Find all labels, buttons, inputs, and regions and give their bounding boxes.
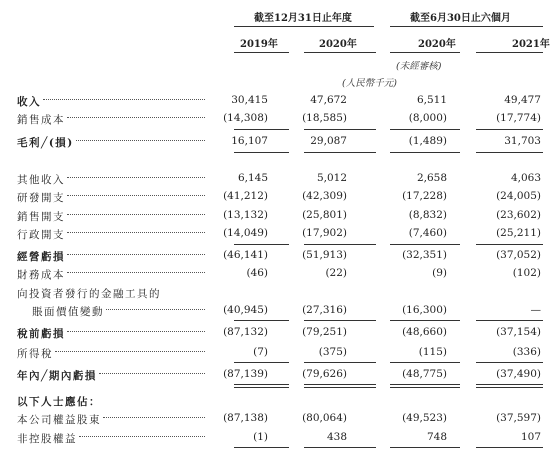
value-2020-period: (48,775) [402,368,447,380]
value-2019: (40,945) [223,304,268,316]
header-underline-2020-period [390,52,460,53]
row-label: 年內╱期內虧損 [17,370,97,382]
header-underline-six-months [390,26,543,27]
value-2021: (336) [512,346,541,358]
leader-dots [43,99,205,100]
value-2019: (1) [253,431,268,443]
value-2020: (22) [325,267,347,279]
table-row [0,226,553,243]
value-2019: (46,141) [223,249,268,261]
row-label: 賬面價值變動 [32,306,104,318]
value-2020-period: (9) [432,267,447,279]
value-2020: (25,801) [302,209,347,221]
leader-dots [67,232,205,233]
value-2021: (37,154) [496,326,541,338]
underline [390,129,460,130]
table-row [0,411,553,428]
value-2021: 49,477 [504,94,541,106]
table-row [0,189,553,206]
value-2020-period: (32,351) [402,249,447,261]
value-2021: 31,703 [504,135,541,147]
leader-dots [67,177,205,178]
value-2021: (25,211) [496,227,541,239]
underline [234,320,289,321]
row-label: 向投資者發行的金融工具的 [17,288,161,300]
underline [476,362,543,363]
underline [304,244,376,245]
value-2020-period: 748 [426,431,447,443]
leader-dots [76,140,205,141]
value-2020: (42,309) [302,190,347,202]
value-2020: (27,316) [302,304,347,316]
header-six-months: 截至6月30日止六個月 [410,13,511,24]
row-label: 以下人士應佔： [17,396,101,408]
underline [304,362,376,363]
underline [304,447,376,448]
table-row [0,393,553,410]
table-row [0,93,553,110]
leader-dots [67,117,205,118]
value-2019: (46) [246,267,268,279]
underline [390,362,460,363]
table-row [0,171,553,188]
value-2019: (41,212) [223,190,268,202]
leader-dots [67,195,205,196]
table-row [0,285,553,302]
underline [476,129,543,130]
value-2020-period: (1,489) [408,135,447,147]
table-row [0,134,553,151]
value-2019: (14,049) [223,227,268,239]
value-2021: — [530,304,541,316]
value-2019: (87,132) [223,326,268,338]
underline [234,447,289,448]
row-label: 其他收入 [17,174,65,186]
row-label: 非控股權益 [17,433,77,445]
leader-dots [67,214,205,215]
table-row [0,208,553,225]
header-period-2021: 2021年 [512,39,550,50]
row-label: 銷售開支 [17,211,65,223]
leader-dots [99,373,205,374]
leader-dots [67,331,205,332]
value-2020: 5,012 [316,172,347,184]
value-2021: 4,063 [510,172,541,184]
row-label: 所得稅 [17,348,53,360]
value-2019: 30,415 [231,94,268,106]
value-2020: (79,626) [302,368,347,380]
underline [476,447,543,448]
value-2020-period: (48,660) [402,326,447,338]
row-label: 研發開支 [17,192,65,204]
underline [476,244,543,245]
leader-dots [55,351,205,352]
value-2020: (51,913) [302,249,347,261]
value-2021: (102) [512,267,541,279]
underline [234,129,289,130]
row-label: 毛利╱(損) [17,137,74,149]
row-label: 經營虧損 [17,251,65,263]
value-2019: (14,308) [223,112,268,124]
value-2020: (375) [318,346,347,358]
table-row [0,345,553,362]
value-2020: (18,585) [302,112,347,124]
value-2020-period: (115) [418,346,447,358]
underline [390,447,460,448]
leader-dots [67,254,205,255]
value-2021: (37,490) [496,368,541,380]
value-2020-period: (49,523) [402,412,447,424]
underline [304,129,376,130]
value-2020-period: (8,000) [408,112,447,124]
leader-dots [79,436,205,437]
value-2019: (13,132) [223,209,268,221]
value-2020: (80,064) [302,412,347,424]
leader-dots [106,309,205,310]
underline [304,320,376,321]
header-underline-2019 [234,52,289,53]
table-row [0,367,553,384]
header-underline-2020 [304,52,376,53]
row-label: 行政開支 [17,229,65,241]
table-row [0,303,553,320]
table-row [0,266,553,283]
table-row [0,111,553,128]
double-underline [234,384,289,388]
value-2021: (37,052) [496,249,541,261]
table-row [0,430,553,447]
row-label: 稅前虧損 [17,328,65,340]
value-2020-period: (17,228) [402,190,447,202]
underline [234,152,289,153]
value-2019: 16,107 [231,135,268,147]
table-row [0,248,553,265]
value-2021: 107 [520,431,541,443]
currency-unit-note: (人民幣千元) [342,78,397,89]
value-2019: 6,145 [237,172,268,184]
value-2020: (79,251) [302,326,347,338]
value-2019: (7) [253,346,268,358]
table-row [0,325,553,342]
header-year-ended: 截至12月31日止年度 [254,13,352,24]
underline [304,152,376,153]
double-underline [304,384,376,388]
unaudited-note: (未經審核) [396,61,442,72]
underline [234,244,289,245]
row-label: 財務成本 [17,269,65,281]
value-2020-period: (16,300) [402,304,447,316]
value-2021: (23,602) [496,209,541,221]
double-underline [390,384,460,388]
header-underline-2021 [476,52,543,53]
underline [390,320,460,321]
underline [476,152,543,153]
underline [476,320,543,321]
underline [390,152,460,153]
header-period-2020: 2020年 [418,39,456,50]
value-2020: 47,672 [310,94,347,106]
row-label: 本公司權益股東 [17,414,101,426]
value-2020-period: 2,658 [416,172,447,184]
underline [390,244,460,245]
value-2021: (24,005) [496,190,541,202]
underline [234,362,289,363]
value-2020-period: 6,511 [416,94,447,106]
value-2019: (87,139) [223,368,268,380]
header-underline-year-ended [234,26,374,27]
value-2021: (37,597) [496,412,541,424]
value-2020-period: (7,460) [408,227,447,239]
value-2020: 29,087 [310,135,347,147]
value-2020: (17,902) [302,227,347,239]
value-2020: 438 [326,431,347,443]
header-year-2020: 2020年 [319,39,357,50]
value-2021: (17,774) [496,112,541,124]
value-2020-period: (8,832) [408,209,447,221]
double-underline [476,384,543,388]
row-label: 收入 [17,96,41,108]
leader-dots [103,417,205,418]
leader-dots [67,272,205,273]
row-label: 銷售成本 [17,114,65,126]
header-year-2019: 2019年 [240,39,278,50]
value-2019: (87,138) [223,412,268,424]
